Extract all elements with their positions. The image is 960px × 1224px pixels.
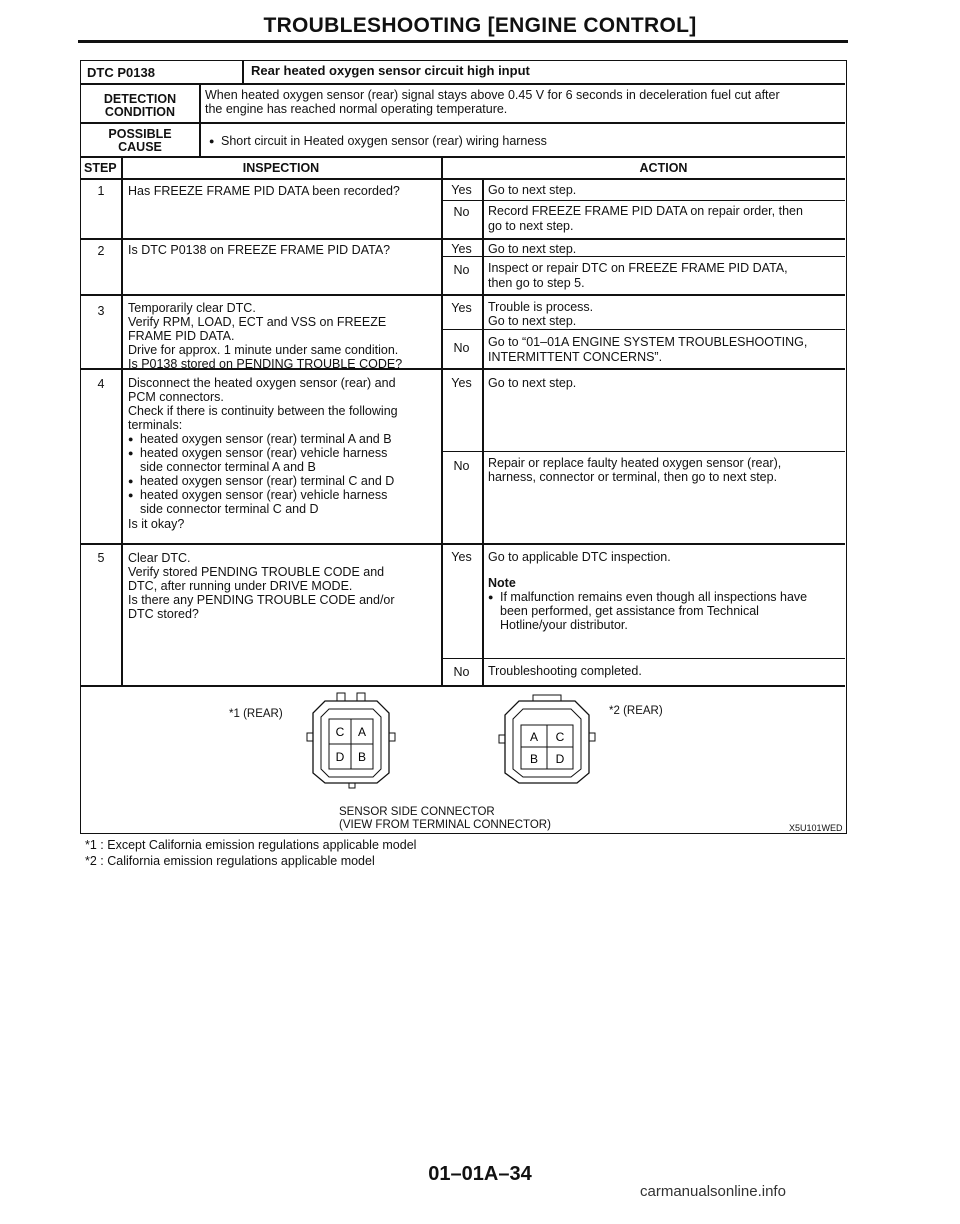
step-inspection: Verify stored PENDING TROUBLE CODE and [128,565,385,579]
yes-action: Trouble is process. [488,300,594,314]
no-label: No [453,459,470,473]
footnote: *1 : Except California emission regulations applicable model [85,838,417,852]
rule [81,178,845,180]
cause-label: POSSIBLE [108,127,172,141]
step-inspection: Disconnect the heated oxygen sensor (rear) and [128,376,396,390]
connector-caption: (VIEW FROM TERMINAL CONNECTOR) [339,819,551,831]
connector-left-label: *1 (REAR) [229,708,283,720]
step-bullet: ● heated oxygen sensor (rear) terminal A and B [128,432,392,446]
detection-label: CONDITION [104,105,176,119]
page-title: TROUBLESHOOTING [ENGINE CONTROL] [263,14,697,37]
yes-action: Go to next step. [488,314,577,328]
step-inspection: Temporarily clear DTC. [128,301,256,315]
rule [482,178,484,685]
step-number: 3 [97,304,105,318]
no-action: then go to step 5. [488,276,585,290]
pin-label: D [555,752,565,766]
step-inspection: FRAME PID DATA. [128,329,235,343]
no-action: harness, connector or terminal, then go to next step. [488,470,778,484]
no-action: Repair or replace faulty heated oxygen sensor (rear), [488,456,782,470]
dtc-code: DTC P0138 [87,65,155,80]
rule [242,61,244,83]
step-inspection: Drive for approx. 1 minute under same condition. [128,343,399,357]
title-rule [78,40,848,43]
pin-label: A [357,725,367,739]
cause-text: ● Short circuit in Heated oxygen sensor (rear) wiring harness [209,134,547,148]
watermark: carmanualsonline.info [640,1183,786,1200]
no-label: No [453,341,470,355]
connector-right-label: *2 (REAR) [609,705,663,717]
step-bullet: ● heated oxygen sensor (rear) vehicle harness [128,446,387,460]
step-inspection: Is DTC P0138 on FREEZE FRAME PID DATA? [128,243,391,257]
rule [81,156,845,158]
cause-label: CAUSE [118,140,162,154]
no-action: Record FREEZE FRAME PID DATA on repair order, then [488,204,803,218]
connector-caption: SENSOR SIDE CONNECTOR [339,806,495,818]
connector-right-diagram [495,689,601,793]
pin-label: B [357,750,367,764]
rule [81,294,845,296]
rule [441,329,845,330]
pin-label: C [335,725,345,739]
step-inspection: Has FREEZE FRAME PID DATA been recorded? [128,184,400,198]
no-action: Troubleshooting completed. [488,664,642,678]
rule [81,543,845,545]
no-action: Go to “01–01A ENGINE SYSTEM TROUBLESHOOTING, [488,335,808,349]
rule [81,122,845,124]
pin-label: C [555,730,565,744]
pin-label: B [529,752,539,766]
step-inspection: Clear DTC. [128,551,191,565]
diagnostic-table [80,60,847,834]
step-bullet: side connector terminal C and D [140,502,319,516]
rule [441,200,845,201]
yes-label: Yes [451,376,472,390]
rule [441,256,845,257]
rule [441,451,845,452]
no-action: go to next step. [488,219,574,233]
yes-label: Yes [451,301,472,315]
step-number: 4 [97,377,105,391]
footnote: *2 : California emission regulations applicable model [85,854,375,868]
step-inspection: Check if there is continuity between the following [128,404,398,418]
note-text: been performed, get assistance from Technical [500,604,759,618]
step-inspection: Is P0138 stored on PENDING TROUBLE CODE? [128,357,403,371]
rule [441,658,845,659]
pin-label: D [335,750,345,764]
detection-text: the engine has reached normal operating temperature. [205,102,508,116]
yes-action: Go to applicable DTC inspection. [488,550,671,564]
header-step: STEP [84,161,117,175]
no-action: INTERMITTENT CONCERNS”. [488,350,663,364]
yes-label: Yes [451,183,472,197]
header-inspection: INSPECTION [242,161,320,175]
rule [81,238,845,240]
step-bullet: ● heated oxygen sensor (rear) vehicle harness [128,488,387,502]
dtc-description: Rear heated oxygen sensor circuit high input [251,63,530,78]
yes-label: Yes [451,242,472,256]
no-action: Inspect or repair DTC on FREEZE FRAME PID DATA, [488,261,788,275]
note-text: Hotline/your distributor. [500,618,628,632]
step-inspection: PCM connectors. [128,390,224,404]
step-bullet: ● heated oxygen sensor (rear) terminal C and D [128,474,394,488]
yes-action: Go to next step. [488,376,577,390]
rule [199,83,201,156]
step-inspection: Is there any PENDING TROUBLE CODE and/or [128,593,395,607]
rule [81,83,845,85]
header-action: ACTION [639,161,688,175]
no-label: No [453,263,470,277]
step-number: 1 [97,184,105,198]
yes-label: Yes [451,550,472,564]
connector-left-diagram [305,689,399,793]
pin-label: A [529,730,539,744]
detection-label: DETECTION [103,92,177,106]
figure-code: X5U101WED [789,823,843,833]
rule [81,685,845,687]
note-text: ● If malfunction remains even though all inspections have [488,590,807,604]
yes-action: Go to next step. [488,242,577,256]
yes-action: Go to next step. [488,183,577,197]
detection-text: When heated oxygen sensor (rear) signal stays above 0.45 V for 6 seconds in deceleration fuel cut after [205,88,780,102]
step-inspection: terminals: [128,418,183,432]
step-bullet: side connector terminal A and B [140,460,316,474]
no-label: No [453,665,470,679]
step-number: 2 [97,244,105,258]
step-number: 5 [97,551,105,565]
rule [121,156,123,685]
step-question: Is it okay? [128,517,185,531]
no-label: No [453,205,470,219]
rule [441,156,443,685]
step-inspection: Verify RPM, LOAD, ECT and VSS on FREEZE [128,315,387,329]
note-label: Note [488,576,516,590]
page-number: 01–01A–34 [428,1163,532,1185]
step-inspection: DTC, after running under DRIVE MODE. [128,579,353,593]
step-inspection: DTC stored? [128,607,199,621]
